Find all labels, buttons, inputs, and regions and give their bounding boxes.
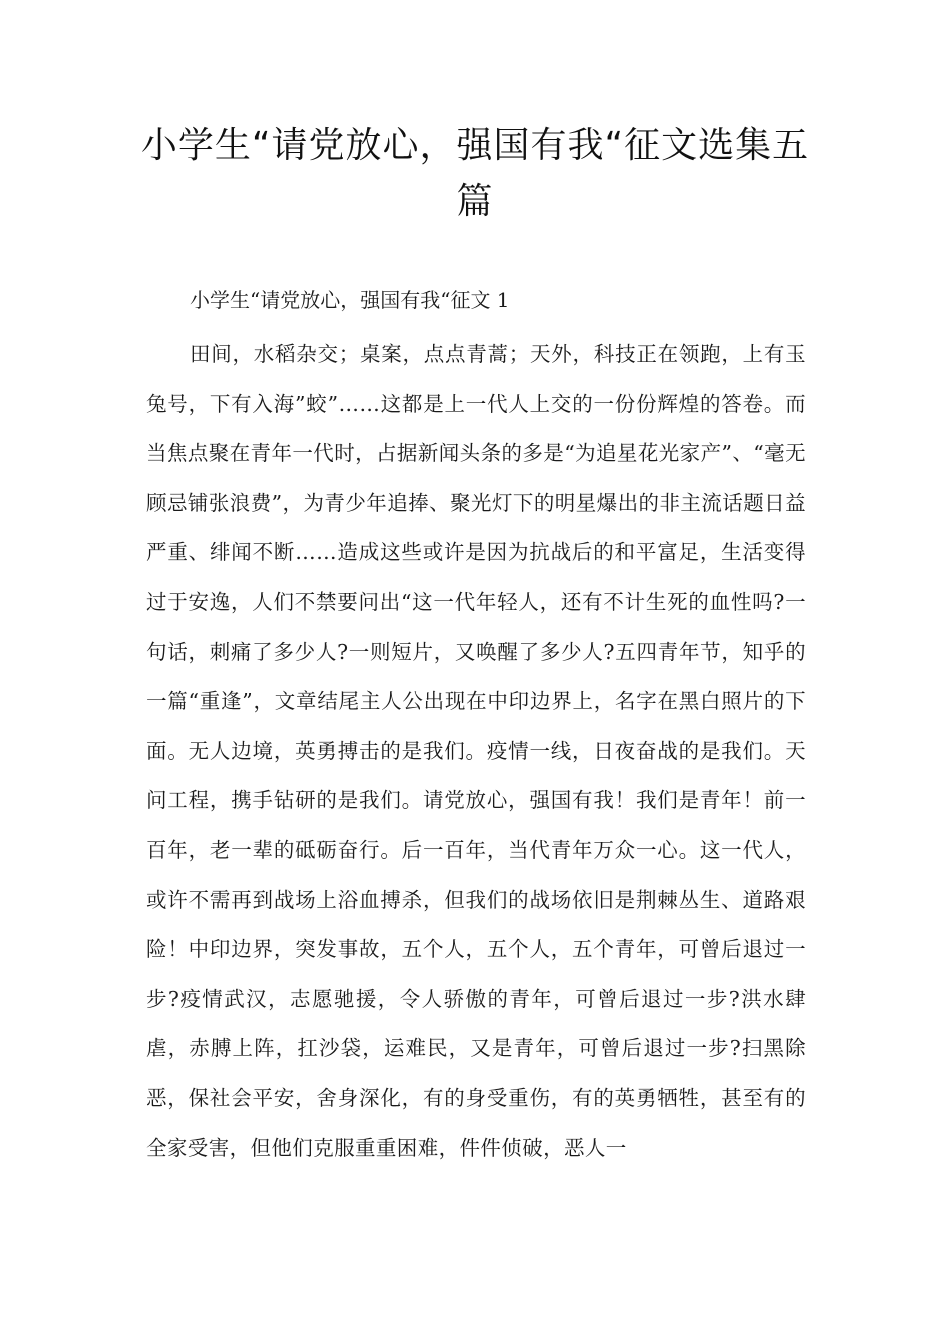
- section-heading: 小学生“请党放心，强国有我“征文 1: [190, 288, 510, 312]
- body-paragraph: 田间，水稻杂交；桌案，点点青蒿；天外，科技正在领跑，上有玉兔号，下有入海”蛟”……这都是上一代人上交的一份份辉煌的答卷。而当焦点聚在青年一代时，占据新闻头条的多是“为追星花光家产”、“毫无顾忌铺张浪费”，为青少年追捧、聚光灯下的明星爆出的非主流话题日益严重、绯闻不断……造成这些或许是因为抗战后的和平富足，生活变得过于安逸，人们不禁要问出“这一代年轻人，还有不计生死的血性吗?一句话，刺痛了多少人?一则短片，又唤醒了多少人?五四青年节，知乎的一篇“重逢”，文章结尾主人公出现在中印边界上，名字在黑白照片的下面。无人边境，英勇搏击的是我们。疫情一线，日夜奋战的是我们。天问工程，携手钻研的是我们。请党放心，强国有我！我们是青年！前一百年，老一辈的砥砺奋行。后一百年，当代青年万众一心。这一代人，或许不需再到战场上浴血搏杀，但我们的战场依旧是荆棘丛生、道路艰险！中印边界，突发事故，五个人，五个人，五个青年，可曾后退过一步?疫情武汉，志愿驰援，令人骄傲的青年，可曾后退过一步?洪水肆虐，赤膊上阵，扛沙袋，运难民，又是青年，可曾后退过一步?扫黑除恶，保社会平安，舍身深化，有的身受重伤，有的英勇牺牲，甚至有的全家受害，但他们克服重重困难，件件侦破，恶人一: [146, 342, 806, 1160]
- document-title: 小学生“请党放心，强国有我“征文选集五篇: [140, 125, 810, 222]
